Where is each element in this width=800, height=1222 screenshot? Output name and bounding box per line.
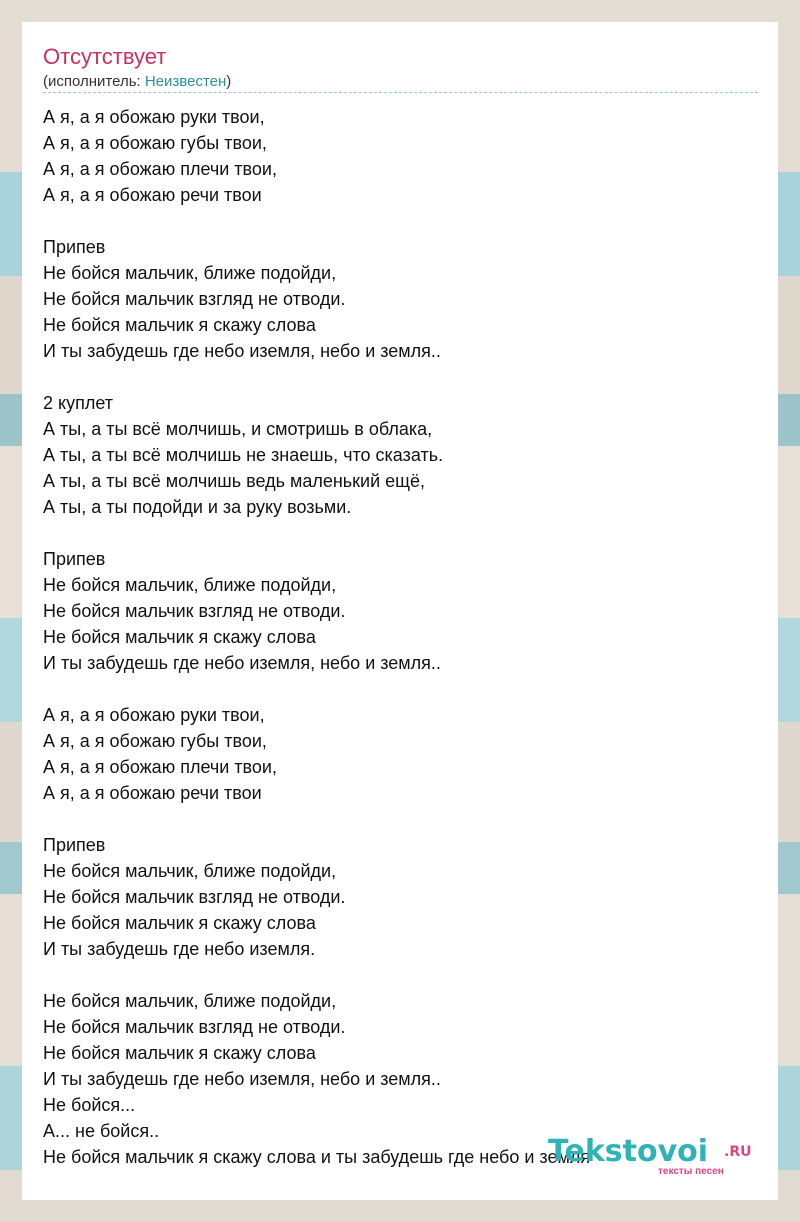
lyrics-line: А я, а я обожаю плечи твои, <box>43 159 277 179</box>
lyrics-line: И ты забудешь где небо иземля, небо и земля.. <box>43 653 441 673</box>
lyrics-line: Не бойся... <box>43 1095 136 1115</box>
lyrics-line: Не бойся мальчик я скажу слова <box>43 1043 316 1063</box>
lyrics-line: Не бойся мальчик взгляд не отводи. <box>43 601 346 621</box>
lyrics-line: Не бойся мальчик, ближе подойди, <box>43 861 337 881</box>
lyrics-line: 2 куплет <box>43 393 113 413</box>
lyrics-line: Не бойся мальчик, ближе подойди, <box>43 263 337 283</box>
lyrics-line: Не бойся мальчик взгляд не отводи. <box>43 289 346 309</box>
lyrics-blank-line <box>43 676 768 702</box>
lyrics-line: Припев <box>43 237 106 257</box>
title-divider <box>43 92 758 93</box>
lyrics-line: Не бойся мальчик взгляд не отводи. <box>43 887 346 907</box>
lyrics-line: Не бойся мальчик я скажу слова и ты забудешь где небо и земля <box>43 1147 591 1167</box>
lyrics-line: Не бойся мальчик, ближе подойди, <box>43 575 337 595</box>
lyrics-line: А ты, а ты всё молчишь не знаешь, что сказать. <box>43 445 444 465</box>
lyrics-line: И ты забудешь где небо иземля, небо и земля.. <box>43 1069 441 1089</box>
lyrics-body <box>43 104 768 1170</box>
lyrics-blank-line <box>43 962 768 988</box>
lyrics-line: А я, а я обожаю губы твои, <box>43 133 267 153</box>
lyrics-line: А ты, а ты подойди и за руку возьми. <box>43 497 352 517</box>
lyrics-line: И ты забудешь где небо иземля. <box>43 939 316 959</box>
logo-domain: .RU <box>724 1144 752 1160</box>
performer-prefix: (исполнитель: <box>43 73 145 90</box>
site-logo[interactable] <box>548 1134 758 1182</box>
lyrics-line: А я, а я обожаю речи твои <box>43 783 262 803</box>
lyrics-line: А я, а я обожаю губы твои, <box>43 731 267 751</box>
lyrics-line: А я, а я обожаю речи твои <box>43 185 262 205</box>
lyrics-line: Не бойся мальчик взгляд не отводи. <box>43 1017 346 1037</box>
lyrics-line: Припев <box>43 549 106 569</box>
lyrics-blank-line <box>43 364 768 390</box>
lyrics-line: Не бойся мальчик я скажу слова <box>43 913 316 933</box>
lyrics-line: Не бойся мальчик, ближе подойди, <box>43 991 337 1011</box>
performer-suffix: ) <box>226 73 232 90</box>
lyrics-line: И ты забудешь где небо иземля, небо и земля.. <box>43 341 441 361</box>
lyrics-blank-line <box>43 806 768 832</box>
lyrics-line: А... не бойся.. <box>43 1121 160 1141</box>
performer-link[interactable]: Неизвестен <box>144 73 227 90</box>
lyrics-line: Не бойся мальчик я скажу слова <box>43 315 316 335</box>
lyrics-line: А ты, а ты всё молчишь ведь маленький ещё, <box>43 471 425 491</box>
logo-name: Tekstovoi <box>548 1134 709 1169</box>
lyrics-blank-line <box>43 520 768 546</box>
lyrics-line: Припев <box>43 835 106 855</box>
lyrics-line: Не бойся мальчик я скажу слова <box>43 627 316 647</box>
logo-tagline: тексты песен <box>658 1166 724 1177</box>
lyrics-line: А я, а я обожаю руки твои, <box>43 705 265 725</box>
lyrics-card <box>22 22 778 1200</box>
lyrics-blank-line <box>43 208 768 234</box>
performer-line <box>43 73 231 91</box>
lyrics-line: А я, а я обожаю плечи твои, <box>43 757 277 777</box>
lyrics-line: А я, а я обожаю руки твои, <box>43 107 265 127</box>
song-title: Отсутствует <box>43 44 167 69</box>
lyrics-line: А ты, а ты всё молчишь, и смотришь в облака, <box>43 419 433 439</box>
